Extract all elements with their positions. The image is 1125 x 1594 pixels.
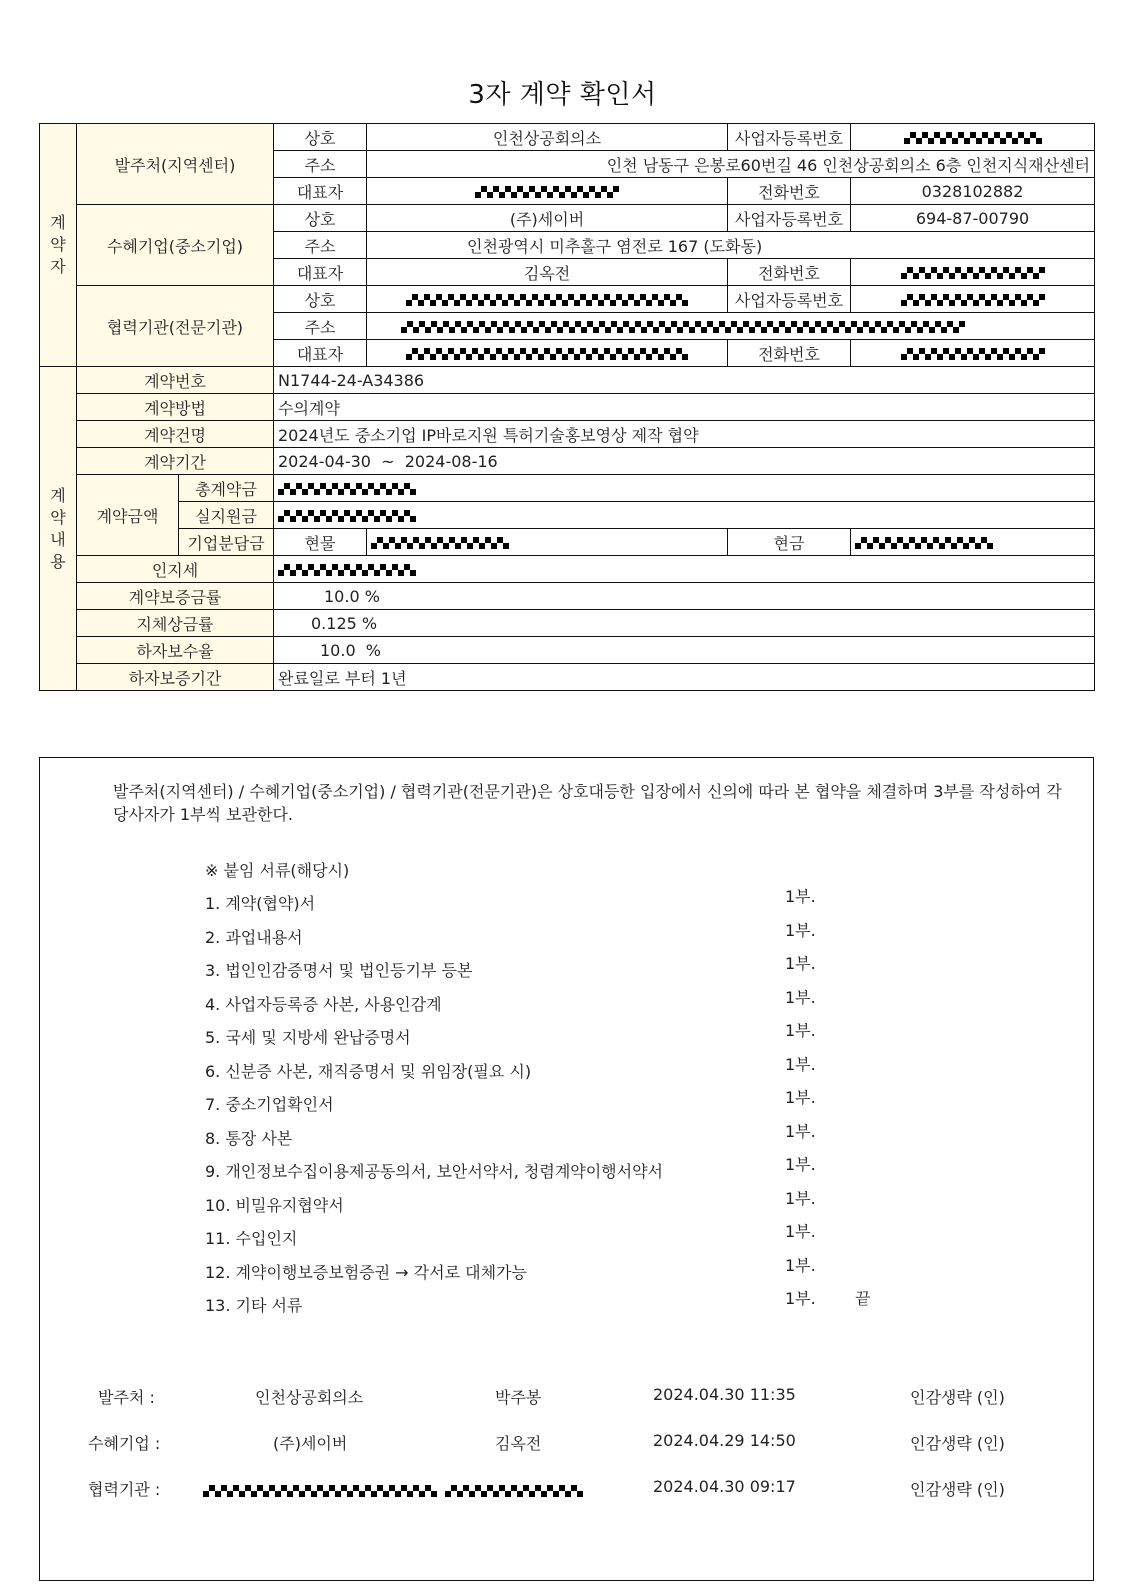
attachment-item: 11. 수입인지 xyxy=(205,1229,298,1248)
contract-method-label: 계약방법 xyxy=(77,394,274,421)
contract-number: N1744-24-A34386 xyxy=(274,367,1095,394)
partner-phone-label: 전화번호 xyxy=(728,340,851,367)
attachment-item: 9. 개인정보수집이용제공동의서, 보안서약서, 청렴계약이행서약서 xyxy=(205,1162,664,1181)
partner-rep xyxy=(367,340,728,367)
signature-person xyxy=(445,1480,583,1499)
total-amount xyxy=(274,475,1095,502)
guarantee-rate-row xyxy=(40,583,1095,610)
partner-address xyxy=(367,313,1095,340)
attachment-item: 1. 계약(협약)서 xyxy=(205,894,316,913)
end-mark: 끝 xyxy=(855,1289,871,1308)
redaction-mask xyxy=(901,267,1045,279)
redaction-mask xyxy=(904,132,1042,144)
defect-period-label: 하자보증기간 xyxy=(77,664,274,691)
redaction-mask xyxy=(406,348,688,360)
document-title: 3자 계약 확인서 xyxy=(468,80,657,110)
partner-row-name xyxy=(40,286,1095,313)
attachment-item: 10. 비밀유지협약서 xyxy=(205,1196,344,1215)
defect-rate-row xyxy=(40,637,1095,664)
beneficiary-address-label: 주소 xyxy=(274,232,367,259)
defect-period-row xyxy=(40,664,1095,691)
orderer-bizno-label: 사업자등록번호 xyxy=(728,124,851,151)
contract-name-label: 계약건명 xyxy=(77,421,274,448)
attachment-qty: 1부. xyxy=(785,954,816,973)
signature-role: 수혜기업 : xyxy=(88,1434,161,1453)
attachment-qty: 1부. xyxy=(785,1021,816,1040)
beneficiary-rep-label: 대표자 xyxy=(274,259,367,286)
delay-rate: 0.125 % xyxy=(274,610,1095,637)
attachment-qty: 1부. xyxy=(785,921,816,940)
orderer-name: 인천상공회의소 xyxy=(367,124,728,151)
signature-role: 발주처 : xyxy=(98,1388,155,1407)
company-share-row xyxy=(40,529,1095,556)
attachments-heading: ※ 붙임 서류(해당시) xyxy=(205,861,350,880)
contract-number-row xyxy=(40,367,1095,394)
in-kind-amount xyxy=(367,529,728,556)
parties-group-label: 계 약 자 xyxy=(40,124,77,367)
redaction-mask xyxy=(475,186,619,198)
guarantee-rate-label: 계약보증금률 xyxy=(77,583,274,610)
attachment-qty: 1부. xyxy=(785,1256,816,1275)
signature-org: 인천상공회의소 xyxy=(255,1388,364,1407)
attachment-item: 7. 중소기업확인서 xyxy=(205,1095,334,1114)
signature-seal: 인감생략 (인) xyxy=(910,1388,1005,1407)
attachment-item: 13. 기타 서류 xyxy=(205,1296,303,1315)
beneficiary-bizno: 694-87-00790 xyxy=(851,205,1095,232)
attachment-item: 8. 통장 사본 xyxy=(205,1129,293,1148)
contract-method-row xyxy=(40,394,1095,421)
signature-datetime: 2024.04.29 14:50 xyxy=(653,1431,796,1450)
orderer-address-label: 주소 xyxy=(274,151,367,178)
redaction-mask xyxy=(278,510,416,522)
beneficiary-phone-label: 전화번호 xyxy=(728,259,851,286)
signature-datetime: 2024.04.30 09:17 xyxy=(653,1477,796,1496)
orderer-label: 발주처(지역센터) xyxy=(77,124,274,205)
attachment-qty: 1부. xyxy=(785,988,816,1007)
orderer-rep-label: 대표자 xyxy=(274,178,367,205)
beneficiary-address: 인천광역시 미추홀구 염전로 167 (도화동) xyxy=(367,232,1095,259)
support-amount-label: 실지원금 xyxy=(179,502,274,529)
orderer-address: 인천 남동구 은봉로60번길 46 인천상공회의소 6층 인천지식재산센터 xyxy=(367,151,1095,178)
attachment-qty: 1부. xyxy=(785,1055,816,1074)
defect-rate-label: 하자보수율 xyxy=(77,637,274,664)
beneficiary-name-label: 상호 xyxy=(274,205,367,232)
attachment-qty: 1부. xyxy=(785,1222,816,1241)
contract-period-label: 계약기간 xyxy=(77,448,274,475)
stamp-tax-label: 인지세 xyxy=(77,556,274,583)
signature-seal: 인감생략 (인) xyxy=(910,1434,1005,1453)
redaction-mask xyxy=(855,537,993,549)
total-amount-label: 총계약금 xyxy=(179,475,274,502)
partner-phone xyxy=(851,340,1095,367)
attachment-qty: 1부. xyxy=(785,1155,816,1174)
signature-role: 협력기관 : xyxy=(88,1480,161,1499)
partner-bizno-label: 사업자등록번호 xyxy=(728,286,851,313)
beneficiary-bizno-label: 사업자등록번호 xyxy=(728,205,851,232)
attachment-item: 2. 과업내용서 xyxy=(205,928,303,947)
contract-table xyxy=(39,123,1095,691)
redaction-mask xyxy=(203,1485,437,1497)
attachment-qty: 1부. xyxy=(785,1189,816,1208)
partner-bizno xyxy=(851,286,1095,313)
agreement-intro: 발주처(지역센터) / 수혜기업(중소기업) / 협력기관(전문기관)은 상호대등한 입장에서 신의에 따라 본 협약을 체결하며 3부를 작성하여 각 당사자가 1부씩 보관한다. xyxy=(113,782,1062,824)
signature-datetime: 2024.04.30 11:35 xyxy=(653,1385,796,1404)
orderer-rep xyxy=(367,178,728,205)
redaction-mask xyxy=(406,294,688,306)
defect-period: 완료일로 부터 1년 xyxy=(274,664,1095,691)
total-amount-row xyxy=(40,475,1095,502)
attachment-item: 6. 신분증 사본, 재직증명서 및 위임장(필요 시) xyxy=(205,1062,532,1081)
orderer-phone: 0328102882 xyxy=(851,178,1095,205)
contract-period-row xyxy=(40,448,1095,475)
guarantee-rate: 10.0 % xyxy=(274,583,1095,610)
partner-address-label: 주소 xyxy=(274,313,367,340)
beneficiary-label: 수혜기업(중소기업) xyxy=(77,205,274,286)
partner-rep-label: 대표자 xyxy=(274,340,367,367)
signature-org xyxy=(203,1480,437,1499)
in-kind-label: 현물 xyxy=(274,529,367,556)
redaction-mask xyxy=(401,321,965,333)
orderer-row-name xyxy=(40,124,1095,151)
attachment-qty: 1부. xyxy=(785,1088,816,1107)
attachment-qty: 1부. xyxy=(785,1122,816,1141)
attachment-item: 4. 사업자등록증 사본, 사용인감계 xyxy=(205,995,442,1014)
redaction-mask xyxy=(901,294,1045,306)
beneficiary-name: (주)세이버 xyxy=(367,205,728,232)
signature-org: (주)세이버 xyxy=(273,1434,348,1453)
stamp-tax xyxy=(274,556,1095,583)
contract-period: 2024-04-30 ~ 2024-08-16 xyxy=(274,448,1095,475)
attachment-item: 3. 법인인감증명서 및 법인등기부 등본 xyxy=(205,961,473,980)
support-amount-row xyxy=(40,502,1095,529)
details-group-label: 계 약 내 용 xyxy=(40,367,77,691)
redaction-mask xyxy=(901,348,1045,360)
partner-name xyxy=(367,286,728,313)
redaction-mask xyxy=(371,537,509,549)
contract-amount-label: 계약금액 xyxy=(77,475,179,556)
partner-label: 협력기관(전문기관) xyxy=(77,286,274,367)
contract-name-row xyxy=(40,421,1095,448)
support-amount xyxy=(274,502,1095,529)
attachment-qty: 1부. xyxy=(785,1289,816,1308)
partner-name-label: 상호 xyxy=(274,286,367,313)
attachment-qty: 1부. xyxy=(785,887,816,906)
beneficiary-row-name xyxy=(40,205,1095,232)
delay-rate-label: 지체상금률 xyxy=(77,610,274,637)
attachment-item: 5. 국세 및 지방세 완납증명서 xyxy=(205,1028,411,1047)
contract-number-label: 계약번호 xyxy=(77,367,274,394)
orderer-name-label: 상호 xyxy=(274,124,367,151)
defect-rate: 10.0 % xyxy=(274,637,1095,664)
orderer-phone-label: 전화번호 xyxy=(728,178,851,205)
contract-method: 수의계약 xyxy=(274,394,1095,421)
agreement-box xyxy=(39,757,1094,1581)
beneficiary-phone xyxy=(851,259,1095,286)
company-share-label: 기업분담금 xyxy=(179,529,274,556)
signature-seal: 인감생략 (인) xyxy=(910,1480,1005,1499)
cash-amount xyxy=(851,529,1095,556)
redaction-mask xyxy=(445,1485,583,1497)
beneficiary-rep: 김옥전 xyxy=(367,259,728,286)
stamp-tax-row xyxy=(40,556,1095,583)
signature-person: 김옥전 xyxy=(495,1434,542,1453)
cash-label: 현금 xyxy=(728,529,851,556)
signature-person: 박주봉 xyxy=(495,1388,542,1407)
delay-rate-row xyxy=(40,610,1095,637)
attachment-item: 12. 계약이행보증보험증권 → 각서로 대체가능 xyxy=(205,1263,527,1282)
redaction-mask xyxy=(278,564,416,576)
redaction-mask xyxy=(278,483,416,495)
orderer-bizno xyxy=(851,124,1095,151)
contract-name: 2024년도 중소기업 IP바로지원 특허기술홍보영상 제작 협약 xyxy=(274,421,1095,448)
